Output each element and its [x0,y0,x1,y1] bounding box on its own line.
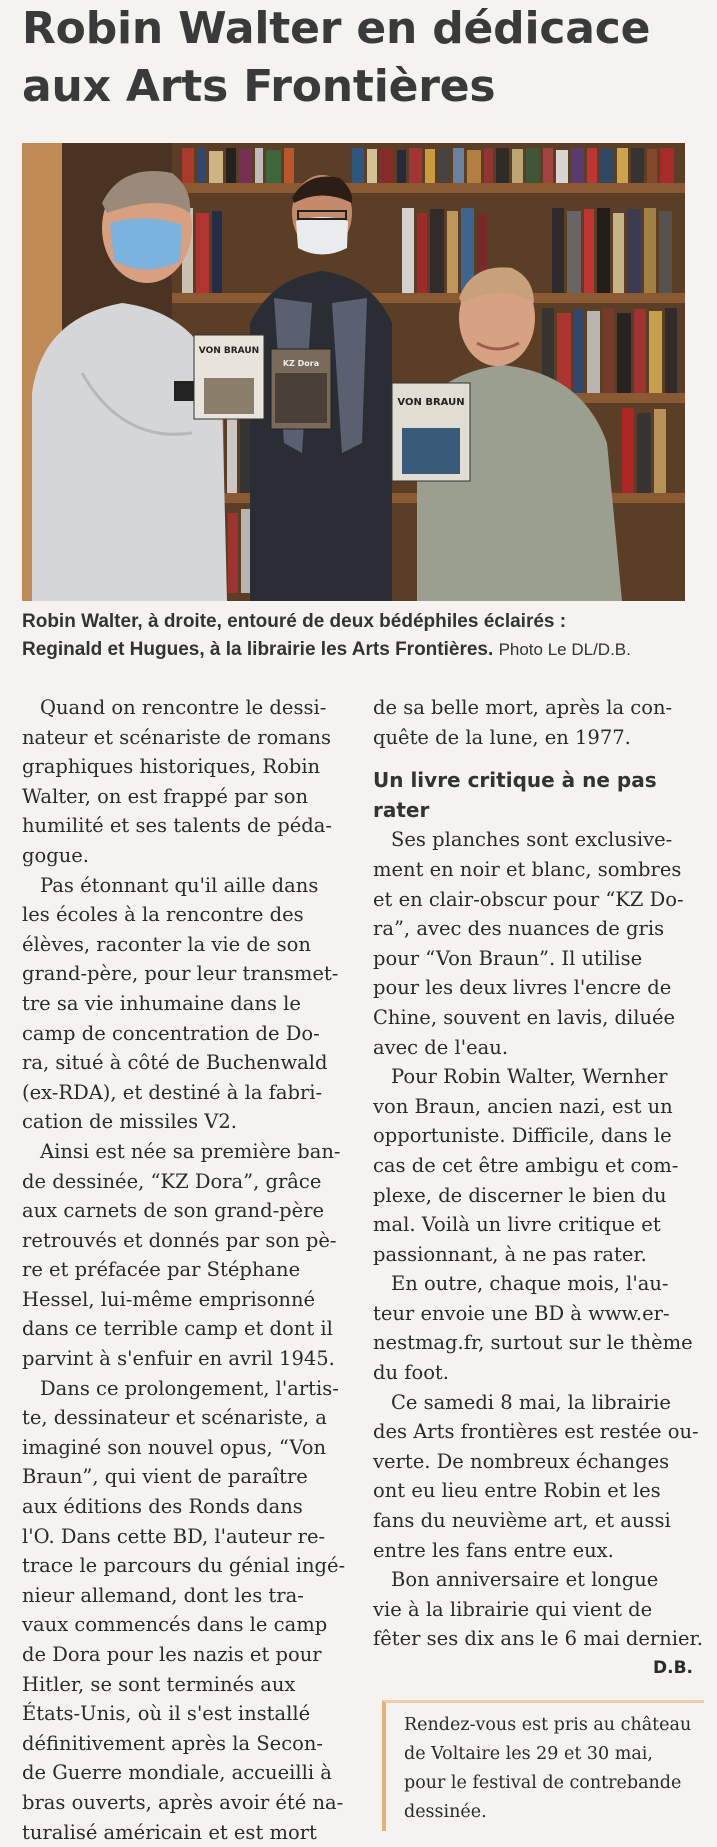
text-line: Hitler, se sont terminés aux [22,1672,296,1696]
text-line: fêter ses dix ans le 6 mai dernier. [373,1627,703,1651]
text-line: Braun”, qui vient de paraître [22,1465,308,1489]
text-line: pour “Von Braun”. Il utilise [373,946,643,970]
event-notice-box [382,1700,704,1831]
text-line: Bon anniversaire et longue [391,1568,659,1592]
text-line: En outre, chaque mois, l'au- [391,1272,669,1296]
text-line: du foot. [373,1361,449,1385]
text-line: Ses planches sont exclusive- [391,828,673,852]
book-title-2: KZ Dora [282,359,320,368]
author-signature: D.B. [653,1658,693,1678]
text-line: parvint à s'enfuir en avril 1945. [22,1347,335,1371]
notice-line: Rendez-vous est pris au château [404,1715,692,1735]
text-line: nieur allemand, dont les tra- [22,1583,304,1607]
text-line: de Guerre mondiale, accueilli à [22,1761,332,1785]
text-line: von Braun, ancien nazi, est un [373,1094,673,1118]
notice-line: pour le festival de contrebande [404,1773,682,1793]
headline-line-1: Robin Walter en dédicace [22,3,651,54]
text-line: turalisé américain et est mort [22,1820,317,1844]
text-line: Walter, on est frappé par son [22,784,309,808]
text-line: quête de la lune, en 1977. [373,725,631,749]
text-line: opportuniste. Difficile, dans le [373,1124,672,1148]
text-line: de dessinée, “KZ Dora”, grâce [22,1169,322,1193]
text-line: fans du neuvième art, et aussi [373,1509,671,1533]
text-line: humilité et ses talents de péda- [22,814,333,838]
text-line: dans ce terrible camp et dont il [22,1317,333,1341]
text-line: tre sa vie inhumaine dans le [22,991,301,1015]
text-line: graphiques historiques, Robin [22,755,321,779]
text-line: Pour Robin Walter, Wernher [391,1065,668,1089]
text-line: Chine, souvent en lavis, diluée [373,1005,676,1029]
text-line: Dans ce prolongement, l'artis- [40,1376,339,1400]
text-line: mal. Voilà un livre critique et [373,1213,661,1237]
text-line: trace le parcours du génial ingé- [22,1554,346,1578]
section-subhead [373,766,693,825]
text-line: l'O. Dans cette BD, l'auteur re- [22,1524,326,1548]
text-line: te, dessinateur et scénariste, a [22,1406,327,1430]
caption-line-2 [22,636,702,664]
text-line: Hessel, lui-même emprisonné [22,1287,316,1311]
text-line: (ex-RDA), et destiné à la fabri- [22,1080,323,1104]
article-headline [22,0,702,116]
text-line: nateur et scénariste de romans [22,725,331,749]
text-line: Ce samedi 8 mai, la librairie [391,1390,671,1414]
photo-credit: Photo Le DL/D.B. [498,640,631,659]
text-line: retrouvés et donnés par son pè- [22,1228,337,1252]
notice-line: dessinée. [404,1802,487,1822]
text-line: définitivement après la Secon- [22,1731,324,1755]
text-line: entre les fans entre eux. [373,1538,614,1562]
book-cover-3 [392,383,470,481]
text-line: cas de cet être ambigu et com- [373,1153,679,1177]
text-line: pour les deux livres l'encre de [373,976,672,1000]
text-line: ra”, avec des nuances de gris [373,917,665,941]
text-line: États-Unis, où il s'est installé [22,1702,311,1726]
text-line: et en clair-obscur pour “KZ Do- [373,887,684,911]
text-line: ont eu lieu entre Robin et les [373,1479,661,1503]
text-line: ment en noir et blanc, sombres [373,857,682,881]
text-line: imaginé son nouvel opus, “Von [22,1435,327,1459]
book-cover-2 [271,349,331,429]
book-title-3: VON BRAUN [397,397,465,408]
article-column-right [373,693,703,1684]
text-line: de Dora pour les nazis et pour [22,1643,322,1666]
caption-line-1: Robin Walter, à droite, entouré de deux bédéphiles éclairés : [22,611,567,632]
text-line: nestmag.fr, surtout sur le thème [373,1331,693,1355]
text-line: teur envoie une BD à www.er- [373,1301,670,1325]
text-line: Quand on rencontre le dessi- [40,696,327,719]
text-line: ra, situé à côté de Buchenwald [22,1051,328,1075]
subhead-line-1: Un livre critique à ne pas [373,768,657,793]
event-notice-text [404,1711,704,1827]
text-line: de sa belle mort, après la con- [373,696,673,719]
text-line: aux carnets de son grand-père [22,1199,325,1223]
book-title-1: VON BRAUN [198,346,260,356]
text-line: Pas étonnant qu'il aille dans [40,873,319,897]
bookshop-photo-illustration [22,143,685,601]
article-photo [22,143,685,601]
spacer [373,752,693,766]
text-line: Ainsi est née sa première ban- [40,1139,341,1163]
text-line: re et préfacée par Stéphane [22,1258,301,1282]
subhead-line-2: rater [373,797,430,822]
text-line: aux éditions des Ronds dans [22,1495,303,1519]
text-line: verte. De nombreux échanges [373,1449,670,1473]
text-line: gogue. [22,843,90,867]
text-line: vie à la librairie qui vient de [373,1597,653,1621]
caption-line-2-text: Reginald et Hugues, à la librairie les Arts Frontières. [22,639,494,660]
text-line: plexe, de discerner le bien du [373,1183,667,1207]
text-line: avec de l'eau. [373,1035,509,1059]
text-line: des Arts frontières est restée ou- [373,1420,699,1444]
text-line: camp de concentration de Do- [22,1021,320,1045]
text-line: grand-père, pour leur transmet- [22,962,339,986]
text-line: cation de missiles V2. [22,1110,237,1134]
text-line: vaux commencés dans le camp [22,1613,328,1637]
text-line: les écoles à la rencontre des [22,903,304,927]
notice-line: de Voltaire les 29 et 30 mai, [404,1744,653,1764]
photo-caption [22,608,702,664]
book-cover-1 [194,335,264,419]
text-line: élèves, raconter la vie de son [22,932,311,956]
text-line: bras ouverts, après avoir été na- [22,1790,344,1814]
article-column-left [22,693,352,1847]
text-line: passionnant, à ne pas rater. [373,1242,647,1266]
headline-line-2: aux Arts Frontières [22,61,496,112]
